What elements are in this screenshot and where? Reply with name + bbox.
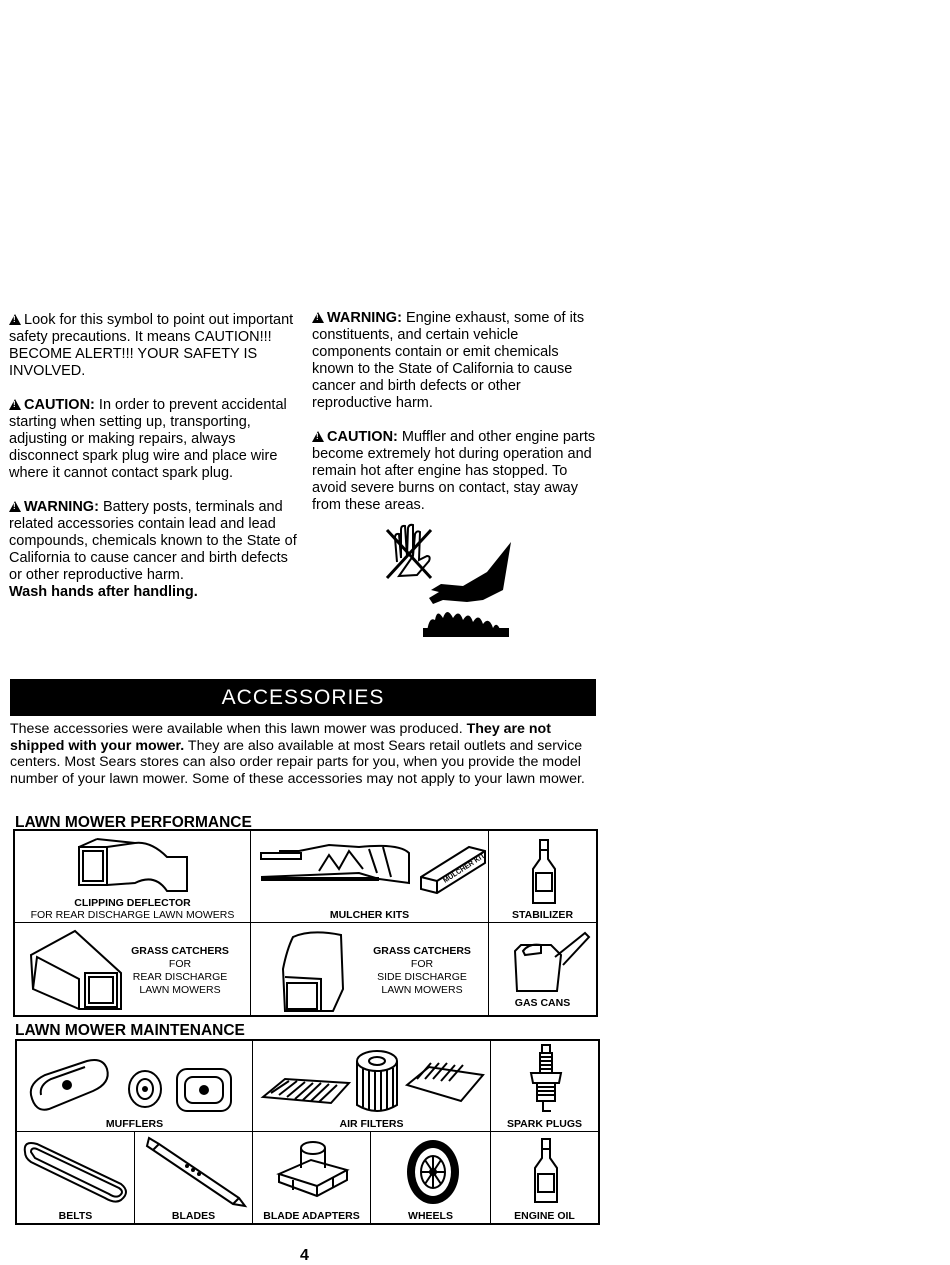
stabilizer-cell xyxy=(489,831,596,923)
air-filter-icon xyxy=(261,1045,485,1117)
clipping-deflector-icon xyxy=(75,837,195,895)
performance-grid xyxy=(13,829,598,1017)
muffler-icon xyxy=(27,1055,249,1117)
accessories-intro: These accessories were available when this lawn mower was produced. They are not shipped with your mower. They are also available at most Sears retail outlets and service centers. Most Sears stores can also order repair parts for you, when you provide the model number of your lawn mower. Some of these accessories may not apply to your lawn mower. xyxy=(10,721,585,787)
side-grass-catcher-cell xyxy=(251,923,489,1015)
mufflers-cell xyxy=(17,1041,253,1132)
blade-adapters-cell xyxy=(253,1132,371,1223)
rear-grass-catcher-icon xyxy=(29,927,125,1011)
performance-title: LAWN MOWER PERFORMANCE xyxy=(15,814,252,831)
gas-cans-label: GAS CANS xyxy=(514,997,571,1009)
air-filters-label: AIR FILTERS xyxy=(339,1118,404,1130)
caution-disconnect: !CAUTION: In order to prevent accidental starting when setting up, transporting, adjusting or making repairs, always disconnect spark plug wire and place wire where it cannot contact spark plug. xyxy=(9,397,301,482)
clipping-deflector-sublabel: FOR REAR DISCHARGE LAWN MOWERS xyxy=(30,909,235,921)
blade-adapter-icon xyxy=(277,1138,349,1200)
stabilizer-bottle-icon xyxy=(531,839,557,905)
warning-battery: !WARNING: Battery posts, terminals and related accessories contain lead and lead compounds, chemicals known to the State of California to cause cancer and birth defects or other reproductive harm. Wash hands after handling. xyxy=(9,499,301,601)
wheels-cell xyxy=(371,1132,491,1223)
symbol-note: !Look for this symbol to point out important safety precautions. It means CAUTION!!! BECOME ALERT!!! YOUR SAFETY IS INVOLVED. xyxy=(9,312,301,380)
mufflers-label: MUFFLERS xyxy=(105,1118,164,1130)
clipping-deflector-label: CLIPPING DEFLECTOR xyxy=(74,897,191,909)
belt-icon xyxy=(21,1138,133,1204)
rear-grass-catcher-cell xyxy=(15,923,251,1015)
side-grass-catcher-icon xyxy=(281,929,351,1013)
caution-hot-parts: !CAUTION: Muffler and other engine parts become extremely hot during operation and remain hot after engine has stopped. To avoid severe burns on contact, stay away from these areas. xyxy=(312,429,598,514)
engine-oil-label: ENGINE OIL xyxy=(514,1210,575,1222)
spark-plugs-label: SPARK PLUGS xyxy=(506,1118,583,1130)
safety-alert-icon xyxy=(9,314,21,325)
blade-icon xyxy=(143,1136,249,1208)
belts-cell xyxy=(17,1132,135,1223)
maintenance-title: LAWN MOWER MAINTENANCE xyxy=(15,1022,245,1039)
air-filters-cell xyxy=(253,1041,491,1132)
rear-catcher-label-2: FOR xyxy=(168,958,192,970)
rear-catcher-label-4: LAWN MOWERS xyxy=(139,984,221,996)
safety-alert-icon xyxy=(312,431,324,442)
blade-adapters-label: BLADE ADAPTERS xyxy=(263,1210,360,1222)
mulcher-kits-cell xyxy=(251,831,489,923)
mulcher-box-label: MULCHER KIT xyxy=(442,852,487,885)
gas-can-icon xyxy=(511,929,591,995)
spark-plugs-cell xyxy=(491,1041,598,1132)
left-column xyxy=(9,312,301,618)
side-catcher-label-1: GRASS CATCHERS xyxy=(373,945,471,957)
blades-cell xyxy=(135,1132,253,1223)
belts-label: BELTS xyxy=(58,1210,93,1222)
blades-label: BLADES xyxy=(171,1210,216,1222)
rear-catcher-label-3: REAR DISCHARGE xyxy=(132,971,228,983)
safety-alert-icon xyxy=(9,501,21,512)
side-catcher-label-4: LAWN MOWERS xyxy=(381,984,463,996)
gas-cans-cell xyxy=(489,923,596,1015)
rear-catcher-label-1: GRASS CATCHERS xyxy=(131,945,229,957)
mulcher-kits-label: MULCHER KITS xyxy=(329,909,410,921)
engine-oil-cell xyxy=(491,1132,598,1223)
warning-exhaust: !WARNING: Engine exhaust, some of its constituents, and certain vehicle components contain or emit chemicals known to the State of California to cause cancer and birth defects or other reproductive harm. xyxy=(312,310,598,412)
safety-alert-icon xyxy=(312,312,324,323)
safety-alert-icon xyxy=(9,399,21,410)
side-catcher-label-3: SIDE DISCHARGE xyxy=(377,971,467,983)
accessories-heading: ACCESSORIES xyxy=(10,679,596,716)
hot-surface-hand-icon xyxy=(383,520,513,640)
side-catcher-label-2: FOR xyxy=(410,958,434,970)
spark-plug-icon xyxy=(529,1043,563,1115)
right-column xyxy=(312,310,598,531)
wheel-icon xyxy=(405,1138,461,1206)
wheels-label: WHEELS xyxy=(408,1210,453,1222)
stabilizer-label: STABILIZER xyxy=(511,909,574,921)
engine-oil-bottle-icon xyxy=(533,1138,559,1204)
mulcher-kit-icon xyxy=(259,833,487,901)
page-number: 4 xyxy=(300,1247,309,1264)
clipping-deflector-cell xyxy=(15,831,251,923)
maintenance-grid xyxy=(15,1039,600,1225)
